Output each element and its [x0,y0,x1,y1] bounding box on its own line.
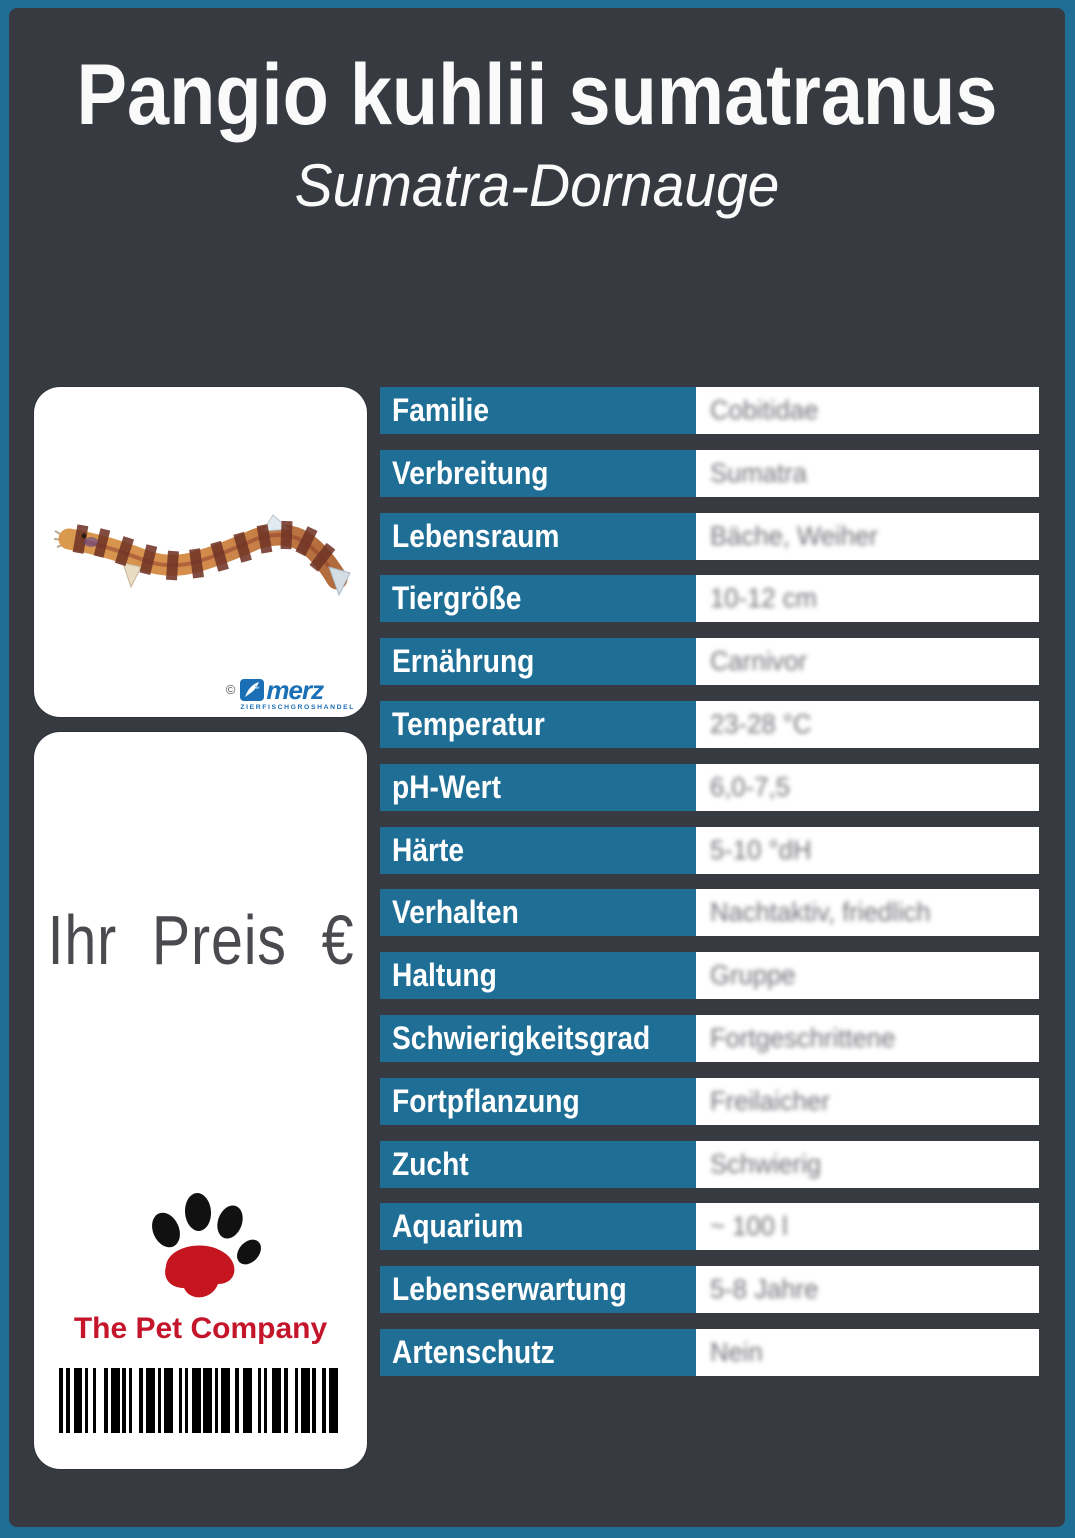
header [9,8,1065,220]
row-label: Temperatur [380,701,696,748]
row-label: Ernährung [380,638,696,685]
row-value: Gruppe [696,952,1039,999]
row-value: 5-8 Jahre [696,1266,1039,1313]
row-value: 10-12 cm [696,575,1039,622]
row-label: Lebensraum [380,513,696,560]
table-row [380,1266,1039,1313]
row-label: Verhalten [380,889,696,936]
barcode-bar [329,1368,338,1433]
row-value: Bäche, Weiher [696,513,1039,560]
merz-tagline: ZIERFISCHGROSHANDEL [240,704,355,711]
row-value: Freilaicher [696,1078,1039,1125]
table-row [380,387,1039,434]
barcode-bar [111,1368,120,1433]
fish-ventral-fin [123,563,141,587]
table-row [380,889,1039,936]
barcode-bar [215,1368,218,1433]
table-row [380,513,1039,560]
table-row [380,1015,1039,1062]
barcode-bar [66,1368,70,1433]
row-value: ~ 100 l [696,1203,1039,1250]
table-row [380,827,1039,874]
barcode-bar [179,1368,182,1433]
barcode-bar [312,1368,316,1433]
row-value: Sumatra [696,450,1039,497]
merz-wordmark: merz [266,674,324,705]
fish-photo-card [34,387,367,717]
content [34,387,1039,1469]
barcode-bar [164,1368,173,1433]
barcode-bar [264,1368,267,1433]
row-label: Artenschutz [380,1329,696,1376]
barcode-bar [74,1368,82,1433]
row-value: Nachtaktiv, friedlich [696,889,1039,936]
barcode-bar [258,1368,261,1433]
row-label: Familie [380,387,696,434]
row-label: pH-Wert [380,764,696,811]
fish-eye [81,534,86,539]
barcode-bar [85,1368,88,1433]
card-panel [9,8,1065,1527]
table-row [380,1203,1039,1250]
price-card [34,732,367,1469]
barcode-bar [158,1368,161,1433]
row-value: Schwierig [696,1141,1039,1188]
barcode [59,1368,343,1433]
table-row [380,701,1039,748]
company-name: The Pet Company [73,1312,328,1345]
barcode-bar [192,1368,201,1433]
merz-fish-icon [240,679,264,701]
barcode-bar [139,1368,143,1433]
table-row [380,1078,1039,1125]
price-label: Ihr Preis € [47,901,354,979]
barcode-bar [272,1368,281,1433]
table-row [380,638,1039,685]
barcode-bar [301,1368,310,1433]
barcode-bar [243,1368,252,1433]
row-label: Fortpflanzung [380,1078,696,1125]
fish-head-blotch [84,537,98,547]
row-label: Tiergröße [380,575,696,622]
row-label: Härte [380,827,696,874]
row-value: Cobitidae [696,387,1039,434]
merz-logo [240,674,355,711]
row-value: Fortgeschrittene [696,1015,1039,1062]
table-row [380,575,1039,622]
barcode-bar [221,1368,230,1433]
barcode-bar [129,1368,132,1433]
row-label: Haltung [380,952,696,999]
barcode-bar [93,1368,96,1433]
barcode-bar [284,1368,288,1433]
barcode-bar [322,1368,326,1433]
photo-credit [225,674,355,711]
row-value: Nein [696,1329,1039,1376]
row-value: 5-10 °dH [696,827,1039,874]
barcode-bar [203,1368,212,1433]
row-value: Carnivor [696,638,1039,685]
common-name-subtitle: Sumatra-Dornauge [294,151,780,219]
row-label: Aquarium [380,1203,696,1250]
table-row [380,952,1039,999]
barcode-bar [185,1368,188,1433]
barcode-bar [104,1368,108,1433]
row-label: Zucht [380,1141,696,1188]
barcode-bar [122,1368,126,1433]
row-value: 23-28 °C [696,701,1039,748]
table-row [380,450,1039,497]
paw-main-pad [165,1245,234,1297]
fish-image [51,487,351,622]
paw-print-logo [136,1188,266,1310]
fish-illustration [51,487,351,617]
row-label: Schwierigkeitsgrad [380,1015,696,1062]
table-row [380,1329,1039,1376]
barcode-bar [146,1368,155,1433]
row-label: Verbreitung [380,450,696,497]
copyright-symbol: © [225,682,236,698]
barcode-bar [295,1368,298,1433]
row-value: 6,0-7,5 [696,764,1039,811]
species-title: Pangio kuhlii sumatranus [76,47,998,143]
barcode-bar [235,1368,239,1433]
row-label: Lebenserwartung [380,1266,696,1313]
barcode-bar [59,1368,63,1433]
spec-table [380,387,1039,1469]
table-row [380,1141,1039,1188]
left-column [34,387,367,1469]
table-row [380,764,1039,811]
